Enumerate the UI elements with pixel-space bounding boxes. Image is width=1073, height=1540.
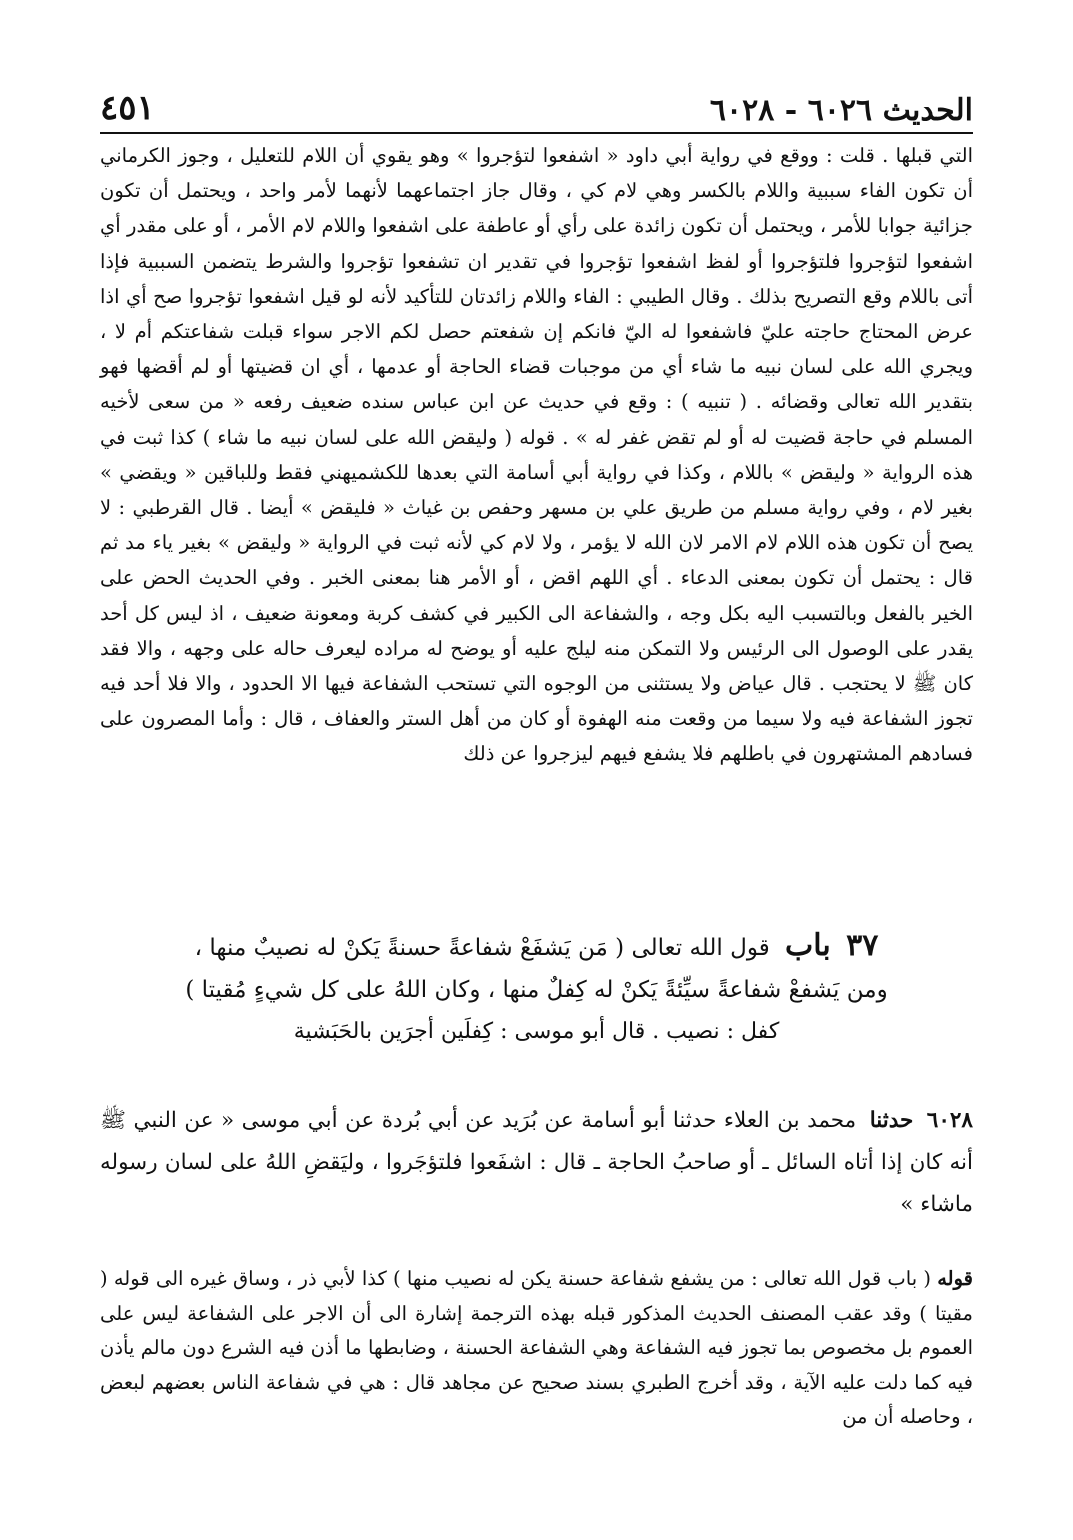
chapter-bab: باب — [785, 928, 831, 963]
hadith-body: محمد بن العلاء حدثنا أبو أسامة عن بُرَيد عن أبي بُردة عن أبي موسى « عن النبي ﷺ أنه كان إذا أتاه السائل ـ أو صاحبُ الحاجة ـ قال : اشفَعوا فلتؤجَروا ، وليَقضِ اللهُ على لسان رسوله ماشاء » — [100, 1108, 973, 1217]
hadith-lead: حدثنا — [869, 1108, 914, 1133]
chapter-number: ٣٧ — [846, 928, 879, 963]
chapter-title-line — [100, 925, 973, 969]
hadith-text-block — [100, 1100, 973, 1226]
chapter-note: كفل : نصيب . قال أبو موسى : كِفلَين أجرَين بالحَبَشية — [293, 1019, 780, 1044]
hadith-number: ٦٠٢٨ — [926, 1108, 973, 1133]
commentary-lead: قوله — [937, 1267, 973, 1290]
commentary-bottom — [100, 1262, 973, 1435]
chapter-heading — [100, 925, 973, 1053]
page-number: ٤٥١ — [100, 88, 155, 128]
commentary-bottom-body: ( باب قول الله تعالى : من يشفع شفاعة حسنة يكن له نصيب منها ) كذا لأبي ذر ، وساق غيره الى قوله ( مقيتا ) وقد عقب المصنف الحديث المذكور قبله بهذه الترجمة إشارة الى أن الاجر على الشفاعة ليس على العموم بل مخصوص بما تجوز فيه الشفاعة وهي الشفاعة الحسنة ، وضابطها ما أذن فيه الشرع دون مالم يأذن فيه كما دلت عليه الآية ، وقد أخرج الطبري بسند صحيح عن مجاهد قال : هي في شفاعة الناس بعضهم لبعض ، وحاصله أن من — [100, 1267, 973, 1428]
running-title: الحديث ٦٠٢٦ - ٦٠٢٨ — [709, 93, 973, 128]
page-header — [100, 82, 973, 134]
commentary-top: التي قبلها . قلت : ووقع في رواية أبي داود « اشفعوا لتؤجروا » وهو يقوي أن اللام للتعليل ، وجوز الكرماني أن تكون الفاء سببية واللام بالكسر وهي لام كي ، وقال جاز اجتماعهما لأنهما لأمر واحد ، ويحتمل أن تكون جزائية جوابا للأمر ، ويحتمل أن تكون زائدة على رأي أو عاطفة على اشفعوا واللام لام الأمر ، أو على مقدر أي اشفعوا لتؤجروا فلتؤجروا أو لفظ اشفعوا تؤجروا في تقدير ان تشفعوا تؤجروا والشرط يتضمن السببية فإذا أتى باللام وقع التصريح بذلك . وقال الطيبي : الفاء واللام زائدتان للتأكيد لأنه لو قيل اشفعوا تؤجروا صح أي اذا عرض المحتاج حاجته عليّ فاشفعوا له اليّ فانكم إن شفعتم حصل لكم الاجر سواء قبلت شفاعتكم أم لا ، ويجري الله على لسان نبيه ما شاء أي من موجبات قضاء الحاجة أو عدمها ، أي ان قضيتها أو لم أقضها فهو بتقدير الله تعالى وقضائه . ( تنبيه ) : وقع في حديث عن ابن عباس سنده ضعيف رفعه « من سعى لأخيه المسلم في حاجة قضيت له أو لم تقض غفر له » . قوله ( وليقض الله على لسان نبيه ما شاء ) كذا ثبت في هذه الرواية « وليقض » باللام ، وكذا في رواية أبي أسامة التي بعدها للكشميهني فقط وللباقين « ويقضي » بغير لام ، وفي رواية مسلم من طريق علي بن مسهر وحفص بن غياث « فليقض » أيضا . قال القرطبي : لا يصح أن تكون هذه اللام لام الامر لان الله لا يؤمر ، ولا لام كي لأنه ثبت في الرواية « وليقض » بغير ياء مد ثم قال : يحتمل أن تكون بمعنى الدعاء . أي اللهم اقض ، أو الأمر هنا بمعنى الخبر . وفي الحديث الحض على الخير بالفعل وبالتسبب اليه بكل وجه ، والشفاعة الى الكبير في كشف كربة ومعونة ضعيف ، اذ ليس كل أحد يقدر على الوصول الى الرئيس ولا التمكن منه ليلج عليه أو يوضح له مراده ليعرف حاله على وجهه ، والا فقد كان ﷺ لا يحتجب . قال عياض ولا يستثنى من الوجوه التي تستحب الشفاعة فيها الا الحدود ، والا فلا أحد فيه تجوز الشفاعة فيه ولا سيما من وقعت منه الهفوة أو كان من أهل الستر والعفاف ، قال : وأما المصرون على فسادهم المشتهرون في باطلهم فلا يشفع فيهم ليزجروا عن ذلك — [100, 144, 973, 766]
chapter-verse-line-2: ومن يَشفعْ شفاعةً سيِّئةً يَكنْ له كِفلٌ منها ، وكان اللهُ على كل شيءٍ مُقيتا ) — [185, 977, 888, 1003]
chapter-verse-line-1: قول الله تعالى ( مَن يَشفَعْ شفاعةً حسنةً يَكنْ له نصيبٌ منها ، — [194, 935, 770, 961]
